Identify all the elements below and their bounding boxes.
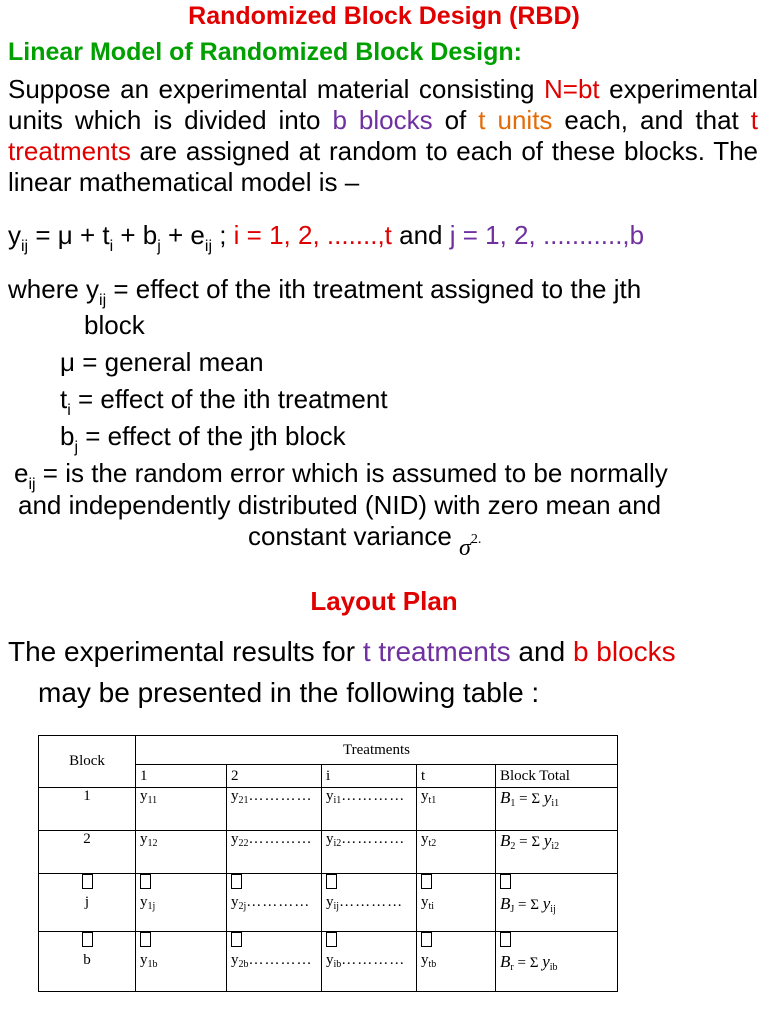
def-y-cont: block	[84, 310, 145, 340]
def-t: $t_i$ = effect of the ith treatment	[60, 384, 388, 419]
i-range: i = 1, 2, .......,t	[233, 220, 392, 250]
intro-paragraph: Suppose an experimental material consisting N=bt experimental units which is divided into b blocks of t units each, and that t treatments are assigned at random to each of these blocks. The linear mathematical model is –	[8, 74, 759, 197]
layout-table	[38, 735, 618, 992]
layout-plan-heading: Layout Plan	[310, 586, 458, 616]
def-e: $e_{ij}$ = is the random error which is assumed to be normally	[14, 458, 668, 493]
treatments-header: Treatments	[136, 736, 618, 765]
col-header: i	[322, 765, 417, 788]
col-header: t	[417, 765, 496, 788]
table-row: 1 $y_{11}$ $y_{21}\dots\dots\dots\dots$ $y_{i1}\dots\dots\dots\dots$ $y_{t1}$ $B_1 = \Sigma$ $y_{i1}$	[39, 788, 618, 831]
def-mu: μ = general mean	[60, 347, 264, 377]
row-label: j	[84, 894, 90, 910]
row-label: b	[83, 952, 91, 968]
section-subtitle: Linear Model of Randomized Block Design:	[8, 38, 522, 66]
col-header: 2	[227, 765, 322, 788]
row-label: 2	[39, 831, 136, 874]
page-title: Randomized Block Design (RBD)	[188, 2, 580, 30]
col-header: 1	[136, 765, 227, 788]
def-e-cont2: constant variance σ2.	[248, 521, 482, 561]
def-y: where $y_{ij}$ = effect of the ith treatment assigned to the jth	[8, 274, 642, 309]
table-row: j $y_{1j}$ $y_{2j}\dots\dots\dots\dots$ $y_{ij}\dots\dots\dots\dots$ $y_{ti}$ $B_J = \Sigma$ $y_{ij}$	[39, 874, 618, 932]
layout-intro: The experimental results for t treatments and b blocks may be presented in the following table :	[8, 636, 676, 708]
table-row: 2 $y_{12}$ $y_{22}\dots\dots\dots\dots$ $y_{i2}\dots\dots\dots\dots$ $y_{t2}$ $B_2 = \Sigma$ $y_{i2}$	[39, 831, 618, 874]
j-range: j = 1, 2, ...........,b	[449, 220, 645, 250]
def-b: $b_j$ = effect of the jth block	[60, 421, 346, 456]
linear-model-equation: $y_{ij} = \mu + t_i + b_j + e_{ij}$ ; i = 1, 2, .......,t and j = 1, 2, ...........,b	[8, 220, 645, 255]
def-e-cont: and independently distributed (NID) with zero mean and	[18, 490, 662, 520]
row-label: 1	[39, 788, 136, 831]
block-header: Block	[39, 736, 136, 788]
table-row: b $y_{1b}$ $y_{2b}\dots\dots\dots\dots$ $y_{ib}\dots\dots\dots\dots$ $y_{tb}$ $B_r = \Sigma$ $y_{ib}$	[39, 932, 618, 992]
col-header: Block Total	[496, 765, 618, 788]
